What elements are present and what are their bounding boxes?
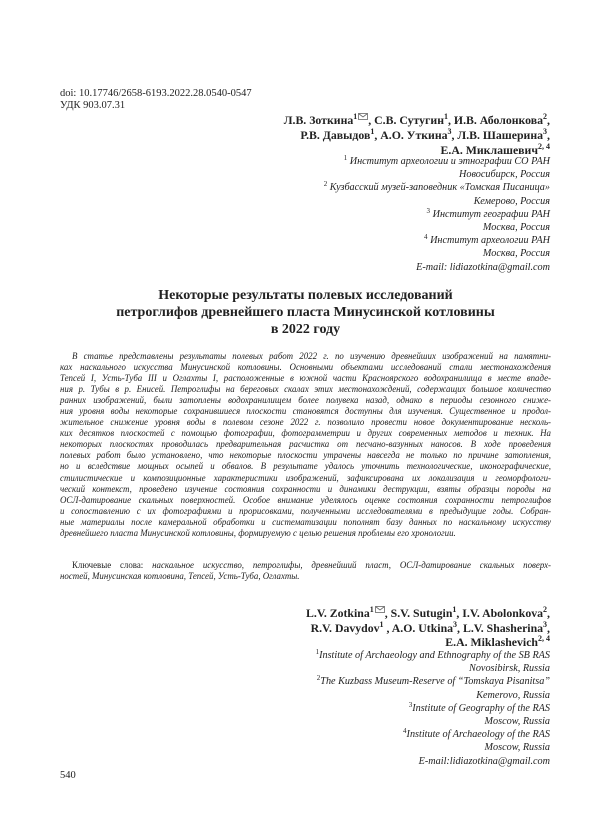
affiliations-ru [130,155,550,274]
author-name: , A.O. Utkina [383,620,454,635]
author-name: , I.V. Abolonkova [456,606,544,620]
affiliation-line [130,208,550,221]
keywords-ru [60,560,551,582]
author-affil-sup: 3 [447,127,452,136]
author-name: Л.В. Зоткина [283,113,354,127]
title-line: Некоторые результаты полевых исследований [158,288,453,303]
author-name: , А.О. Уткина [374,128,448,142]
authors-ru-line-2 [90,128,550,143]
abstract-line: ния р. Тубы в р. Енисей. Петроглифы на береговых скалах этих местонахождений, содержащих большое количество [60,384,551,395]
doi-line: doi: 10.17746/2658-6193.2022.28.0540-0547 [60,88,252,99]
author-name: , L.V. Shasherina [457,620,544,635]
abstract-line: ких десятков плоскостей с помощью фотографии, фотограмметрии и других современных методов и техник. На [60,428,551,439]
authors-en-line-1 [90,606,550,621]
affil-text: Кемерово, Россия [473,195,550,207]
affil-text: Kemerovo, Russia [476,689,550,701]
affil-text: Institute of Geography of the RAS [412,702,550,714]
affiliation-line [130,741,550,754]
author-affil-sup: 2 [543,605,548,614]
affiliation-line [130,702,550,715]
keywords-label: Ключевые слова: [72,560,153,570]
affil-sup: 2 [316,674,321,683]
affiliation-line [130,234,550,247]
affil-sup: 4 [424,233,428,242]
affiliation-line [130,715,550,728]
authors-ru-line-1 [90,113,550,128]
abstract-line: но и вследствие мощных осыпей и обвалов. В результате удалось уточнить технологические, иконографические, [60,461,551,472]
email-text: E-mail:lidiazotkina@gmail.com [418,755,550,767]
separator: , [547,113,550,127]
affil-text: Novosibirsk, Russia [469,663,550,675]
author-name: R.V. Davydov [310,620,380,635]
authors-en-line-2 [90,621,550,636]
author-affil-sup: 1 [369,605,374,614]
affiliation-line [130,221,550,234]
abstract-line: ках наскального искусства Минусинской котловины. Основными объектами исследований стали местонахождения [60,362,551,373]
affil-text: Moscow, Russia [484,716,550,728]
email-line [130,261,550,274]
abstract-ru [60,351,551,539]
keywords-text: наскальное искусство, петроглифы, древнейший пласт, ОСЛ-датирование скальных поверх- [152,560,552,570]
authors-en-line-3 [90,635,550,650]
article-title-ru [60,287,551,338]
affiliation-line [130,649,550,662]
affiliation-line [130,675,550,688]
author-affil-sup: 1 [370,127,375,136]
affil-text: Институт археологии РАН [430,235,550,247]
title-line: петроглифов древнейшего пласта Минусинской котловины [116,305,495,320]
author-name: E.A. Miklashevich [445,635,538,649]
author-affil-sup: 3 [543,127,548,136]
affil-sup: 1 [343,154,348,162]
author-affil-sup: 1 [452,605,457,614]
mail-icon [358,113,368,120]
affil-text: The Kuzbass Museum-Reserve of “Tomskaya Pisanitsa” [320,676,550,688]
email-text: E-mail: lidiazotkina@gmail.com [416,261,550,273]
affil-sup: 1 [315,648,320,656]
author-affil-sup: 1 [353,112,358,121]
affiliation-line [130,155,550,168]
authors-ru [90,113,550,158]
author-name: , И.В. Аболонкова [448,113,544,127]
affil-text: Москва, Россия [482,222,550,234]
author-affil-sup: 1 [379,619,384,629]
abstract-line: В статье представлены результаты полевых работ 2022 г. по изучению древнейших изображений на памятни- [72,351,551,361]
author-affil-sup: 2, 4 [538,634,550,643]
author-affil-sup: 1 [444,112,449,121]
affiliations-en [130,649,550,768]
affiliation-line [130,195,550,208]
author-affil-sup: 3 [543,619,548,629]
page-number: 540 [60,770,76,781]
abstract-line: ОСЛ-датирование скальных поверхностей. Особое внимание уделялось оценке состояния сохранности петроглифов [60,494,551,505]
abstract-line: древнейшего пласта Минусинской котловины, формируемую с целью решения проблемы его хронологии. [60,527,456,538]
author-name: , S.V. Sutugin [384,606,453,620]
separator: , [547,128,550,142]
authors-en [90,606,550,650]
affiliation-line [130,689,550,702]
mail-icon [375,606,385,613]
keywords-line [60,560,551,571]
udk-line: УДК 903.07.31 [60,100,126,111]
affil-text: Кузбасский музей-заповедник «Томская Писаница» [329,182,550,194]
affil-sup: 3 [408,700,413,709]
author-affil-sup: 2 [543,112,548,121]
keywords-text: ностей, Минусинская котловина, Тепсей, Усть-Туба, Оглахты. [60,571,300,582]
abstract-line: Тепсей I, Усть-Туба III и Оглахты I, расположенные в южной части Красноярского водохранилища в месте впаде- [60,373,551,384]
separator: , [547,606,550,620]
title-line: в 2022 году [270,322,341,337]
affil-text: Институт археологии и этнографии СО РАН [349,156,550,167]
affil-text: Institute of Archaeology and Ethnography of the SB RAS [319,650,550,661]
affil-sup: 4 [403,727,407,736]
abstract-line: ческий контекст, проведено изучение состояния сохранности и динамики деструкции, взяты образцы породы на [60,483,551,494]
affil-text: Новосибирск, Россия [459,169,550,181]
affiliation-line [130,168,550,181]
abstract-line: ния уровня воды некоторые сохранившиеся плоскости становятся доступны для изучения. Существенное и продол- [60,406,551,417]
affiliation-line [130,181,550,194]
author-name: Е.А. Миклашевич [440,143,538,157]
abstract-line: полевых работ было установлено, что некоторые плоскости утрачены навсегда не только по причине затопления, [60,450,551,461]
affiliation-line [130,662,550,675]
affil-text: Moscow, Russia [484,742,550,754]
author-affil-sup: 3 [453,619,458,629]
abstract-line: некоторых плоскостях проводилась предварительная расчистка от песчано-вазунных наносов. В ходе проведения [60,439,551,450]
affiliation-line [130,247,550,260]
affil-text: Институт географии РАН [432,208,550,220]
abstract-line: жительное снижение уровня воды в полевом сезоне 2022 г. позволило провести новое документирование несколь- [60,417,551,428]
author-name: L.V. Zotkina [306,606,370,620]
abstract-line: ные материалы после камеральной обработки и систематизации пополнят базу данных по наскальному искусству [60,516,551,527]
affil-sup: 3 [426,206,431,215]
affiliation-line [130,728,550,741]
author-name: , С.В. Сутугин [368,113,445,127]
author-affil-sup: 2, 4 [538,142,550,151]
affil-text: Москва, Россия [482,248,550,260]
affil-sup: 2 [323,180,328,189]
author-name: , Л.В. Шашерина [451,128,544,142]
abstract-line: ранних изображений, были затоплены водохранилищем более полувека назад, однако в периоды сезонного сниже- [60,395,551,406]
separator: , [547,620,550,635]
email-line [130,755,550,768]
author-name: Р.В. Давыдов [300,128,371,142]
affil-text: Institute of Archaeology of the RAS [406,729,550,741]
abstract-line: и сопоставлению с их фотографиями и прорисовками, полученными исследователями в предыдущие годы. Собран- [60,505,551,516]
abstract-line: стилистические и композиционные характеристики изображений, зафиксирована их локализация и геоморфологи- [60,472,551,483]
